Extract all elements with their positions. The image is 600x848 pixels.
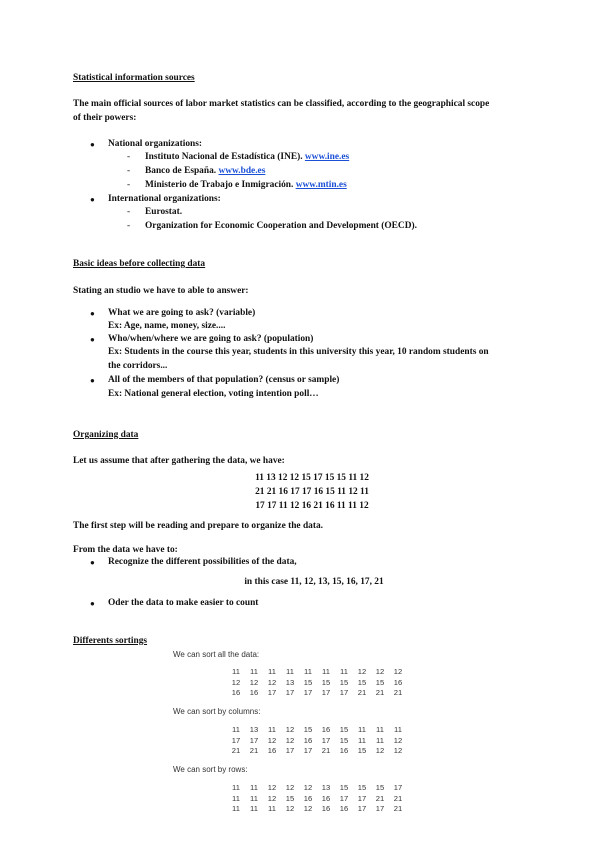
grid-cell: 11 xyxy=(394,725,402,734)
raw-data-row-3: 17 17 11 12 16 21 16 11 11 12 xyxy=(255,501,369,511)
grid-cell: 17 xyxy=(303,746,313,756)
grid-cell: 11 xyxy=(304,667,312,676)
grid-cell: 21 xyxy=(375,793,385,803)
dash-icon: - xyxy=(127,166,131,176)
grid-row xyxy=(227,736,407,747)
mtin-text: Ministerio de Trabajo e Inmigración. xyxy=(145,180,294,190)
grid-cell: 17 xyxy=(231,735,241,745)
grid-cell: 16 xyxy=(231,688,241,698)
grid-cell: 11 xyxy=(268,725,276,734)
basic-intro: Stating an studio we have to able to answer: xyxy=(73,286,249,296)
grid-cell: 21 xyxy=(393,688,403,698)
grid-cell: 11 xyxy=(232,783,240,792)
dash-icon: - xyxy=(127,207,131,217)
grid-cell: 12 xyxy=(267,735,277,745)
grid-cell: 12 xyxy=(393,746,403,756)
question-population-example-2: the corridors... xyxy=(108,361,168,371)
grid-cell: 17 xyxy=(285,688,295,698)
bullet-icon: ● xyxy=(90,140,95,149)
raw-data-row-2: 21 21 16 17 17 16 15 11 12 11 xyxy=(255,487,369,497)
question-population: Who/when/where we are going to ask? (population) xyxy=(108,334,314,344)
grid-cell: 21 xyxy=(321,746,331,756)
dash-icon: - xyxy=(127,221,131,231)
grid-cell: 11 xyxy=(232,667,240,676)
grid-cell: 11 xyxy=(232,804,240,814)
grid-cell: 15 xyxy=(375,783,385,792)
grid-cell: 16 xyxy=(339,804,349,814)
grid-cell: 17 xyxy=(375,804,385,814)
grid-cell: 11 xyxy=(286,667,294,676)
grid-cell: 11 xyxy=(250,793,258,803)
grid-cell: 11 xyxy=(376,725,384,734)
grid-cell: 15 xyxy=(339,725,349,734)
section-heading-basic-ideas: Basic ideas before collecting data xyxy=(73,259,206,269)
raw-data-row-1: 11 13 12 12 15 17 15 15 11 12 xyxy=(255,473,369,483)
section-heading-sortings: Differents sortings xyxy=(73,636,148,646)
grid-cell: 15 xyxy=(357,746,367,756)
grid-cell: 12 xyxy=(267,783,277,792)
grid-row xyxy=(227,678,407,689)
mtin-link[interactable]: www.mtin.es xyxy=(295,180,347,190)
international-orgs-label: International organizations: xyxy=(108,194,221,204)
grid-cell: 12 xyxy=(393,735,403,745)
grid-cell: 12 xyxy=(285,783,295,792)
bullet-icon: ● xyxy=(90,309,95,318)
bullet-icon: ● xyxy=(90,558,95,567)
grid-cell: 12 xyxy=(375,667,385,676)
intro-line-2: of their powers: xyxy=(73,113,137,123)
possibilities-text: in this case 11, 12, 13, 15, 16, 17, 21 xyxy=(244,577,384,587)
grid-row xyxy=(227,667,407,678)
grid-row xyxy=(227,746,407,757)
ine-item xyxy=(145,152,349,162)
grid-cell: 17 xyxy=(321,735,331,745)
dash-icon: - xyxy=(127,152,131,162)
question-population-example-1: Ex: Students in the course this year, students in this university this year, 10 random students on xyxy=(108,347,489,357)
grid-cell: 13 xyxy=(321,783,331,792)
bullet-icon: ● xyxy=(90,599,95,608)
grid-cell: 17 xyxy=(249,735,259,745)
grid-cell: 12 xyxy=(375,746,385,756)
question-variable-example: Ex: Age, name, money, size.... xyxy=(108,321,226,331)
grid-cell: 15 xyxy=(303,677,313,687)
grid-cell: 17 xyxy=(303,688,313,698)
grid-cell: 15 xyxy=(321,677,331,687)
grid-sort-all xyxy=(227,667,407,699)
caption-sort-columns: We can sort by columns: xyxy=(173,707,261,716)
grid-cell: 11 xyxy=(322,667,330,676)
grid-cell: 17 xyxy=(357,804,367,814)
grid-cell: 15 xyxy=(375,677,385,687)
bde-item xyxy=(145,166,265,176)
grid-cell: 17 xyxy=(357,793,367,803)
grid-cell: 16 xyxy=(339,746,349,756)
grid-cell: 17 xyxy=(339,688,349,698)
grid-cell: 16 xyxy=(303,793,313,803)
bullet-icon: ● xyxy=(90,195,95,204)
grid-cell: 16 xyxy=(393,677,403,687)
grid-cell: 16 xyxy=(249,688,259,698)
grid-cell: 21 xyxy=(393,793,403,803)
ine-text: Instituto Nacional de Estadística (INE). xyxy=(145,152,303,162)
section-heading-organizing: Organizing data xyxy=(73,430,139,440)
grid-cell: 11 xyxy=(250,804,258,814)
grid-cell: 15 xyxy=(303,725,313,734)
order-text: Oder the data to make easier to count xyxy=(108,598,259,608)
bde-text: Banco de España. xyxy=(145,166,217,176)
grid-cell: 16 xyxy=(267,746,277,756)
grid-cell: 11 xyxy=(232,793,240,803)
grid-cell: 12 xyxy=(267,677,277,687)
section-heading-sources: Statistical information sources xyxy=(73,73,195,83)
intro-line-1: The main official sources of labor market statistics can be classified, according to the geographical scope xyxy=(73,99,490,109)
grid-cell: 21 xyxy=(375,688,385,698)
grid-row xyxy=(227,804,407,815)
grid-cell: 15 xyxy=(339,677,349,687)
bullet-icon: ● xyxy=(90,376,95,385)
bullet-icon: ● xyxy=(90,335,95,344)
grid-cell: 12 xyxy=(303,804,313,814)
grid-cell: 12 xyxy=(393,667,403,676)
oecd-item: Organization for Economic Cooperation and Development (OECD). xyxy=(145,221,417,231)
grid-cell: 11 xyxy=(232,725,240,734)
mtin-item xyxy=(145,180,347,190)
grid-cell: 17 xyxy=(393,783,403,792)
grid-cell: 13 xyxy=(249,725,259,734)
grid-cell: 15 xyxy=(357,783,367,792)
grid-cell: 15 xyxy=(339,735,349,745)
question-census: All of the members of that population? (census or sample) xyxy=(108,375,340,385)
grid-sort-columns xyxy=(227,725,407,757)
grid-cell: 17 xyxy=(285,746,295,756)
grid-cell: 12 xyxy=(285,804,295,814)
grid-cell: 21 xyxy=(357,688,367,698)
grid-row xyxy=(227,688,407,699)
grid-row xyxy=(227,794,407,805)
grid-cell: 21 xyxy=(249,746,259,756)
grid-cell: 16 xyxy=(321,725,331,734)
grid-cell: 11 xyxy=(340,667,348,676)
question-variable: What we are going to ask? (variable) xyxy=(108,308,256,318)
grid-cell: 11 xyxy=(250,667,258,676)
grid-cell: 17 xyxy=(339,793,349,803)
grid-cell: 11 xyxy=(268,667,276,676)
grid-cell: 12 xyxy=(357,667,367,676)
grid-cell: 11 xyxy=(268,804,276,814)
grid-cell: 13 xyxy=(285,677,295,687)
caption-sort-rows: We can sort by rows: xyxy=(173,765,248,774)
grid-cell: 12 xyxy=(267,793,277,803)
eurostat-item: Eurostat. xyxy=(145,207,183,217)
grid-cell: 12 xyxy=(231,677,241,687)
grid-cell: 15 xyxy=(357,677,367,687)
grid-row xyxy=(227,725,407,736)
grid-cell: 21 xyxy=(231,746,241,756)
question-census-example: Ex: National general election, voting intention poll… xyxy=(108,389,319,399)
grid-cell: 11 xyxy=(250,783,258,792)
from-data-text: From the data we have to: xyxy=(73,545,178,555)
dash-icon: - xyxy=(127,180,131,190)
grid-cell: 17 xyxy=(321,688,331,698)
grid-cell: 21 xyxy=(393,804,403,814)
grid-cell: 16 xyxy=(321,793,331,803)
grid-cell: 11 xyxy=(358,725,366,734)
organizing-intro: Let us assume that after gathering the data, we have: xyxy=(73,456,285,466)
national-orgs-label: National organizations: xyxy=(108,139,203,149)
grid-cell: 15 xyxy=(339,783,349,792)
grid-cell: 11 xyxy=(358,735,366,745)
grid-cell: 15 xyxy=(285,793,295,803)
recognize-text: Recognize the different possibilities of the data, xyxy=(108,557,297,567)
first-step-text: The first step will be reading and prepare to organize the data. xyxy=(73,521,323,531)
grid-cell: 17 xyxy=(267,688,277,698)
grid-cell: 11 xyxy=(376,735,384,745)
ine-link[interactable]: www.ine.es xyxy=(304,152,350,162)
grid-cell: 12 xyxy=(303,783,313,792)
grid-cell: 12 xyxy=(285,725,295,734)
grid-cell: 16 xyxy=(303,735,313,745)
caption-sort-all: We can sort all the data: xyxy=(173,650,260,659)
grid-cell: 12 xyxy=(249,677,259,687)
grid-cell: 16 xyxy=(321,804,331,814)
bde-link[interactable]: www.bde.es xyxy=(218,166,266,176)
grid-row xyxy=(227,783,407,794)
grid-cell: 12 xyxy=(285,735,295,745)
grid-sort-rows xyxy=(227,783,407,815)
